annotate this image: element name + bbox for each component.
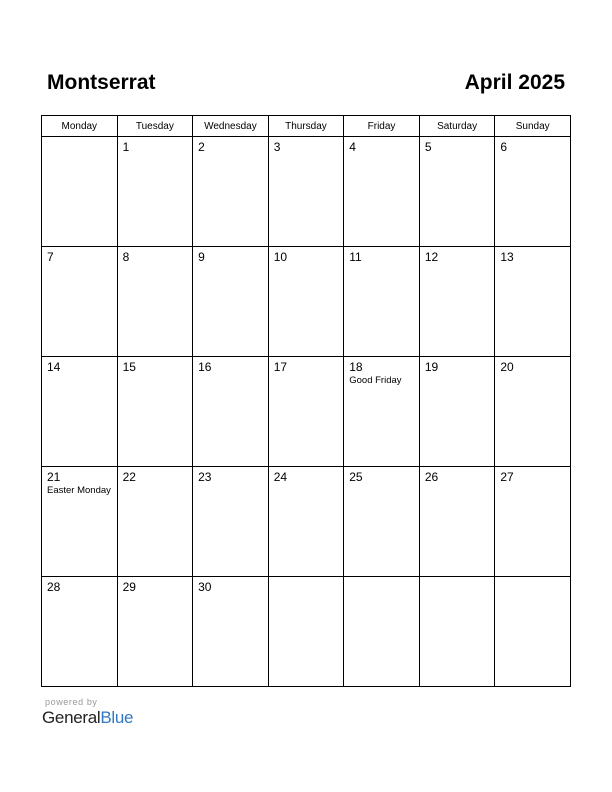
- day-cell: [495, 467, 571, 577]
- weekday-header: Friday: [344, 116, 420, 137]
- day-number: 1: [122, 140, 130, 154]
- week-row: [42, 577, 571, 687]
- generalblue-logo[interactable]: [42, 708, 133, 728]
- day-number: 11: [349, 250, 362, 264]
- day-cell: [268, 137, 344, 247]
- day-cell: [117, 467, 193, 577]
- day-number: 7: [47, 250, 54, 264]
- holiday-label: Easter Monday: [47, 485, 111, 496]
- day-number: 16: [198, 360, 212, 374]
- brand-part-general: General: [42, 708, 101, 727]
- day-cell: [419, 247, 495, 357]
- day-number: 22: [122, 470, 136, 484]
- day-number: 17: [273, 360, 288, 374]
- day-number: 18: [349, 360, 363, 374]
- day-number: [344, 577, 419, 580]
- day-number: 10: [273, 250, 288, 264]
- day-cell: [268, 467, 344, 577]
- day-cell: [117, 577, 193, 687]
- day-cell: [419, 577, 495, 687]
- day-cell: [495, 577, 571, 687]
- day-cell: [495, 137, 571, 247]
- day-number: 9: [198, 250, 205, 264]
- day-number: 26: [424, 470, 439, 484]
- day-number: 12: [424, 250, 439, 264]
- week-row: [42, 137, 571, 247]
- day-cell: [344, 247, 420, 357]
- day-cell: [268, 247, 344, 357]
- day-number: [495, 577, 570, 580]
- day-cell: [193, 577, 269, 687]
- powered-by-text: powered by: [45, 697, 98, 707]
- day-cell: [42, 357, 118, 467]
- day-cell: [117, 137, 193, 247]
- day-cell: [495, 357, 571, 467]
- day-number: 24: [273, 470, 288, 484]
- day-cell: [193, 467, 269, 577]
- week-row: [42, 247, 571, 357]
- day-number: 30: [198, 580, 212, 594]
- day-number: 2: [198, 140, 205, 154]
- week-row: [42, 467, 571, 577]
- weekday-header: Saturday: [419, 116, 495, 137]
- day-cell: [495, 247, 571, 357]
- day-cell: [193, 137, 269, 247]
- day-number: 21: [47, 470, 61, 484]
- holiday-label: Good Friday: [349, 375, 402, 386]
- day-cell: [344, 137, 420, 247]
- day-cell: [117, 357, 193, 467]
- day-number: 8: [122, 250, 130, 264]
- brand-part-blue: Blue: [100, 708, 134, 727]
- day-cell: [268, 577, 344, 687]
- calendar-grid: [41, 115, 571, 687]
- day-number: 20: [500, 360, 514, 374]
- day-number: 27: [500, 470, 514, 484]
- day-cell: [193, 247, 269, 357]
- calendar-country-title: Montserrat: [47, 71, 156, 94]
- day-number: 6: [500, 140, 508, 154]
- day-number: 29: [122, 580, 136, 594]
- day-number: 19: [424, 360, 439, 374]
- weekday-header: Wednesday: [193, 116, 269, 137]
- day-number: [42, 137, 117, 140]
- day-cell: [344, 577, 420, 687]
- weekday-header: Tuesday: [117, 116, 193, 137]
- calendar-month-title: April 2025: [464, 71, 565, 94]
- day-number: 5: [424, 140, 432, 154]
- day-cell: [419, 467, 495, 577]
- day-number: [420, 577, 495, 580]
- day-number: [269, 577, 344, 580]
- weekday-header: Thursday: [268, 116, 344, 137]
- day-number: 13: [500, 250, 514, 264]
- weekday-header: Monday: [42, 116, 118, 137]
- day-number: 4: [349, 140, 356, 154]
- weekday-header: Sunday: [495, 116, 571, 137]
- day-number: 14: [47, 360, 61, 374]
- day-cell: [42, 577, 118, 687]
- day-number: 25: [349, 470, 363, 484]
- day-cell: [419, 137, 495, 247]
- day-number: 15: [122, 360, 136, 374]
- day-cell: [344, 357, 420, 467]
- day-cell: [42, 247, 118, 357]
- day-cell: [193, 357, 269, 467]
- day-number: 3: [273, 140, 281, 154]
- day-cell: [117, 247, 193, 357]
- weekday-header-row: [42, 116, 571, 137]
- day-cell: [42, 467, 118, 577]
- day-number: 23: [198, 470, 212, 484]
- day-cell: [268, 357, 344, 467]
- day-cell: [419, 357, 495, 467]
- day-cell: [42, 137, 118, 247]
- week-row: [42, 357, 571, 467]
- day-number: 28: [47, 580, 61, 594]
- day-cell: [344, 467, 420, 577]
